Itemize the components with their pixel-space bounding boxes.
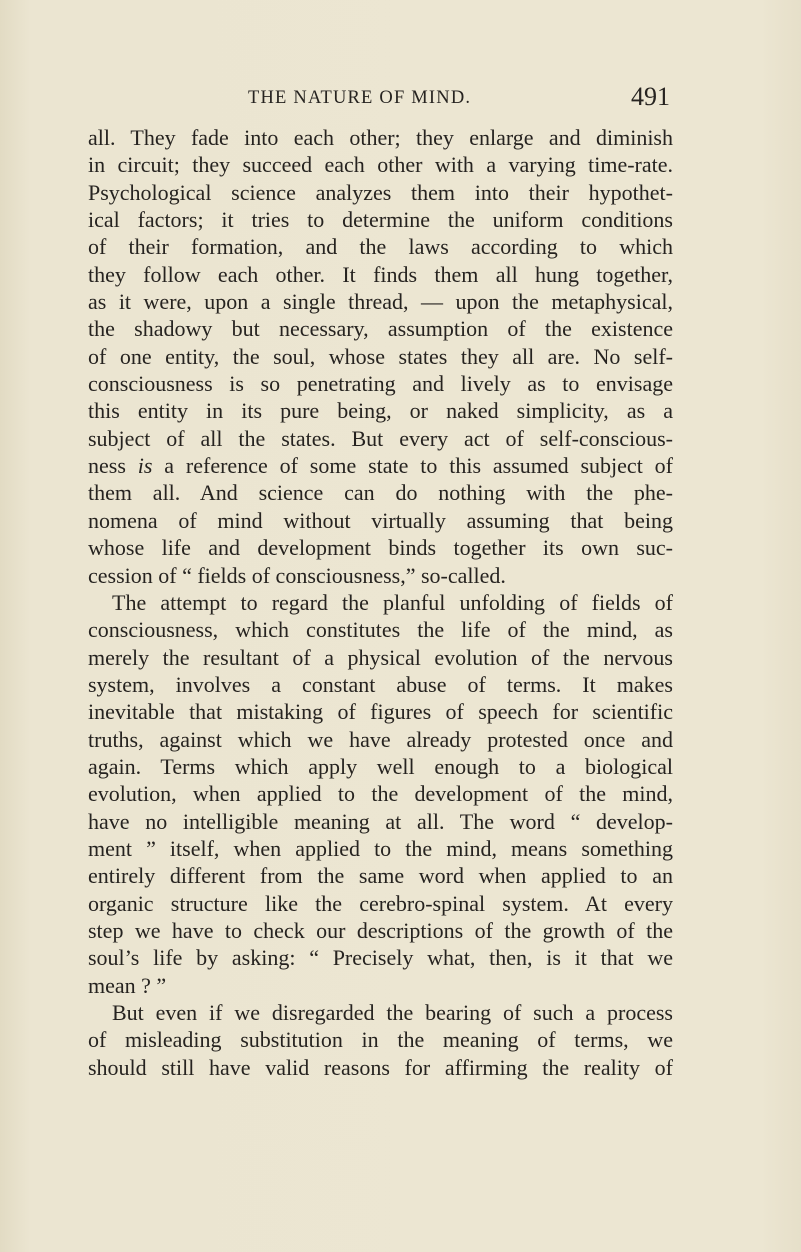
text-line: as it were, upon a single thread, — upon the metaphysical,: [88, 289, 673, 315]
paragraph-start-line: But even if we disregarded the bearing of such a process: [112, 1000, 673, 1025]
paragraph-end-line: mean ? ”: [88, 972, 167, 998]
paragraph-start-line: The attempt to regard the planful unfolding of fields of: [112, 589, 673, 615]
text-line: organic structure like the cerebro-spinal system. At every: [88, 890, 673, 916]
text-line: Psychological science analyzes them into their hypothet-: [88, 179, 673, 205]
text-line: ment ” itself, when applied to the mind, means something: [88, 835, 673, 861]
text-line: step we have to check our descriptions of the growth of the: [88, 917, 673, 943]
text-line: them all. And science can do nothing with the phe-: [88, 480, 673, 506]
text-line: the shadowy but necessary, assumption of the existence: [88, 316, 673, 342]
page-header: [248, 82, 670, 112]
text-line: all. They fade into each other; they enlarge and diminish: [88, 125, 673, 150]
text-line: of one entity, the soul, whose states they all are. No self-: [88, 343, 673, 369]
text-line: evolution, when applied to the development of the mind,: [88, 781, 673, 807]
text-line: consciousness is so penetrating and lively as to envisage: [88, 371, 673, 397]
text-line: nomena of mind without virtually assuming that being: [88, 507, 673, 533]
text-line: entirely different from the same word when applied to an: [88, 863, 673, 889]
text-line: whose life and development binds together its own suc-: [88, 535, 673, 561]
running-head: THE NATURE OF MIND.: [248, 88, 472, 108]
text-line: inevitable that mistaking of figures of speech for scientific: [88, 699, 673, 725]
text-line: merely the resultant of a physical evolution of the nervous: [88, 644, 673, 670]
text-line: soul’s life by asking: “ Precisely what, then, is it that we: [88, 945, 673, 971]
text-line: again. Terms which apply well enough to a biological: [88, 753, 673, 779]
text-line: have no intelligible meaning at all. The word “ develop-: [88, 808, 673, 834]
text-line: subject of all the states. But every act of self-conscious-: [88, 425, 673, 451]
text-line: in circuit; they succeed each other with a varying time-rate.: [88, 152, 673, 178]
paragraph-end-line: cession of “ fields of consciousness,” so-called.: [88, 562, 506, 588]
page-number: 491: [631, 82, 670, 111]
text-fragment: ness: [88, 453, 138, 479]
text-line: they follow each other. It finds them all hung together,: [88, 261, 673, 287]
text-line: consciousness, which constitutes the life of the mind, as: [88, 617, 673, 643]
text-line-emphasis: [88, 452, 673, 479]
text-line: ical factors; it tries to determine the uniform conditions: [88, 207, 673, 233]
text-line: should still have valid reasons for affirming the reality of: [88, 1054, 673, 1080]
text-fragment: a reference of some state to this assumed subject of: [152, 453, 673, 479]
emphasized-word: is: [137, 453, 153, 479]
text-line: this entity in its pure being, or naked simplicity, as a: [88, 398, 673, 424]
body-text: [88, 124, 673, 1081]
text-line: of their formation, and the laws according to which: [88, 234, 673, 260]
text-line: of misleading substitution in the meaning of terms, we: [88, 1027, 673, 1053]
text-line: truths, against which we have already protested once and: [88, 726, 673, 752]
text-line: system, involves a constant abuse of terms. It makes: [88, 671, 673, 697]
